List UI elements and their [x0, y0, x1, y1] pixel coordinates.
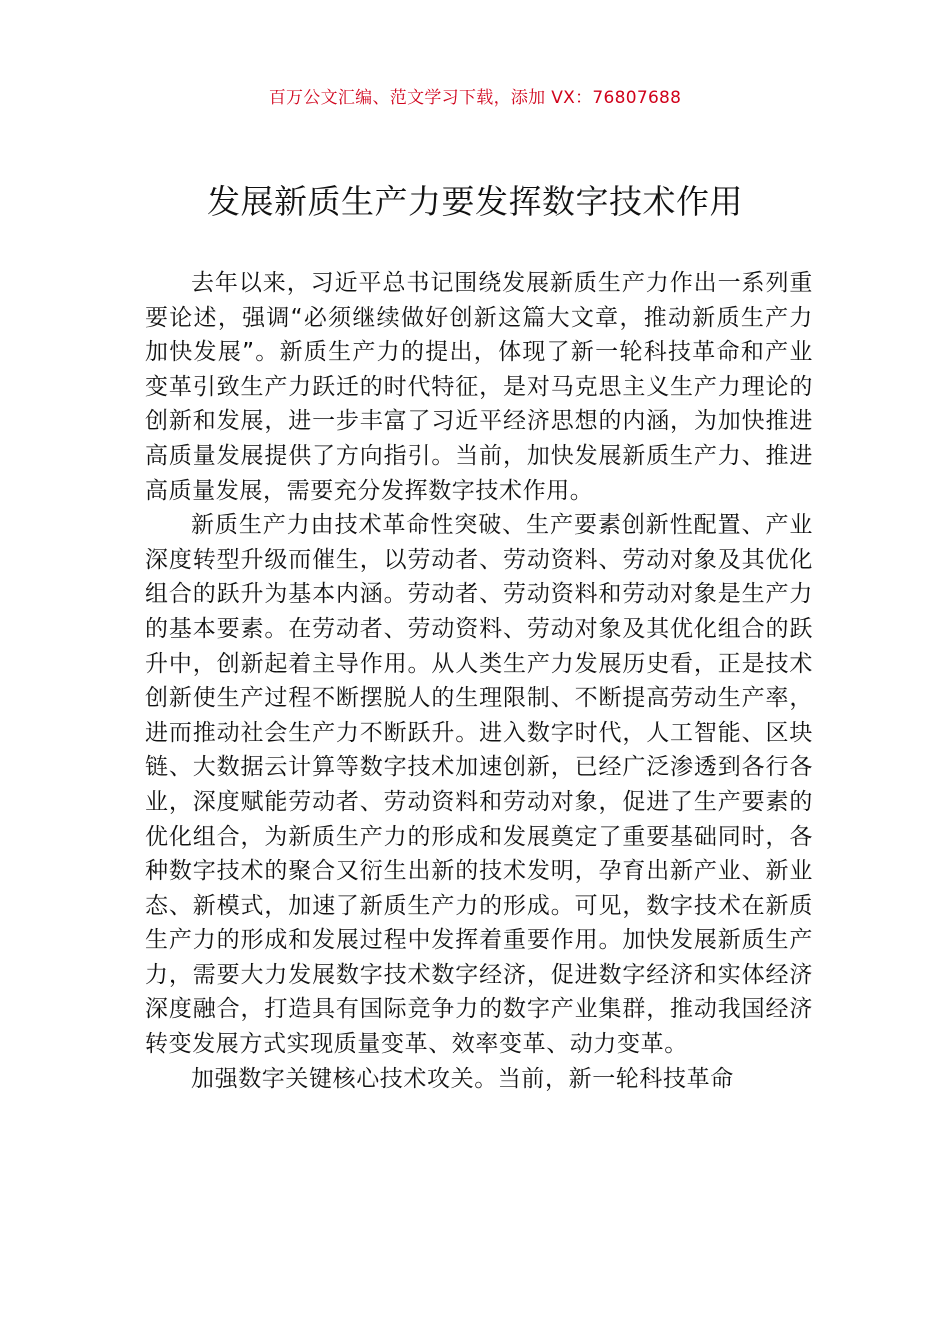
paragraph-2: 新质生产力由技术革命性突破、生产要素创新性配置、产业深度转型升级而催生，以劳动者、劳动资料、劳动对象及其优化组合的跃升为基本内涵。劳动者、劳动资料和劳动对象是生产力的基本要素。在劳动者、劳动资料、劳动对象及其优化组合的跃升中，创新起着主导作用。从人类生产力发展历史看，正是技术创新使生产过程不断摆脱人的生理限制、不断提高劳动生产率，进而推动社会生产力不断跃升。进入数字时代，人工智能、区块链、大数据云计算等数字技术加速创新，已经广泛渗透到各行各业，深度赋能劳动者、劳动资料和劳动对象，促进了生产要素的优化组合，为新质生产力的形成和发展奠定了重要基础同时，各种数字技术的聚合又衍生出新的技术发明，孕育出新产业、新业态、新模式，加速了新质生产力的形成。可见，数字技术在新质生产力的形成和发展过程中发挥着重要作用。加快发展新质生产力，需要大力发展数字技术数字经济，促进数字经济和实体经济深度融合，打造具有国际竞争力的数字产业集群，推动我国经济转变发展方式实现质量变革、效率变革、动力变革。 [145, 512, 813, 1058]
page-title: 发展新质生产力要发挥数字技术作用 [207, 182, 743, 221]
header-note: 百万公文汇编、范文学习下载，添加 VX：76807688 [268, 88, 682, 108]
paragraph-1: 去年以来，习近平总书记围绕发展新质生产力作出一系列重要论述，强调“必须继续做好创新这篇大文章，推动新质生产力加快发展”。新质生产力的提出，体现了新一轮科技革命和产业变革引致生产力跃迁的时代特征，是对马克思主义生产力理论的创新和发展，进一步丰富了习近平经济思想的内涵，为加快推进高质量发展提供了方向指引。当前，加快发展新质生产力、推进高质量发展，需要充分发挥数字技术作用。 [145, 270, 813, 504]
paragraph-3: 加强数字关键核心技术攻关。当前，新一轮科技革命 [191, 1065, 734, 1092]
document-body [145, 266, 813, 1096]
